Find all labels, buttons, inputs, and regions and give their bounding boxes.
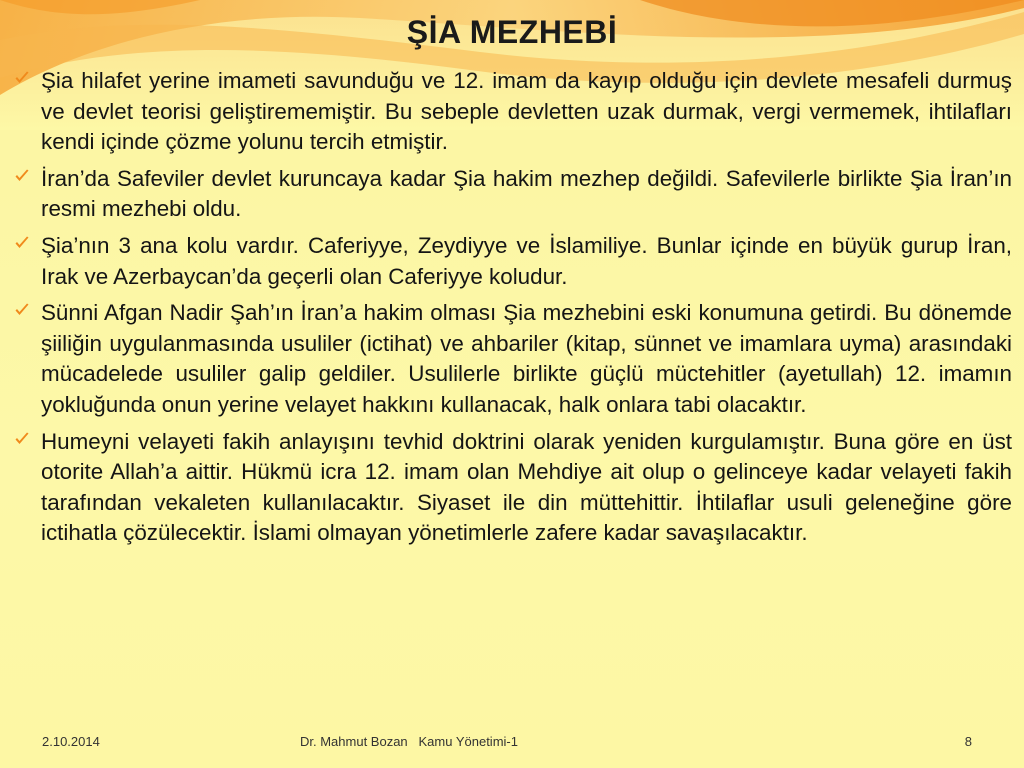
bullet-item: [14, 66, 1012, 158]
slide-title: ŞİA MEZHEBİ: [406, 14, 618, 50]
footer-page-number: 8: [964, 734, 972, 749]
check-icon: [14, 431, 30, 447]
bullet-text: Humeyni velayeti fakih anlayışını tevhid doktrini olarak yeniden kurgulamıştır. Buna göre en üst otorite Allah’a aittir. Hükmü icra 12. imam olan Mehdiye ait olup o gelinceye kadar velayeti fakih tarafından vekaleten kullanılacaktır. Siyaset ile din müttehittir. İhtilaflar usuli geleneğine göre ictihatla çözülecektir. İslami olmayan yönetimlerle zafere kadar savaşılacaktır.: [41, 428, 1012, 546]
bullet-list: [14, 66, 1012, 555]
bullet-text: Sünni Afgan Nadir Şah’ın İran’a hakim olması Şia mezhebini eski konumuna getirdi. Bu dönemde şiiliğin uygulanmasında usuliler (ictihat) ve ahbariler (kitap, sünnet ve imamlara uyma) arasındaki mücadelede usuliler galip geldiler. Usulilerle birlikte güçlü müctehitler (ayetullah) 12. imamın yokluğunda onun yerine velayet hakkını kullanacak, halk onlara tabi olacaktır.: [41, 300, 1012, 417]
footer-date: 2.10.2014: [42, 734, 100, 749]
bullet-item: [14, 298, 1012, 420]
bullet-item: [14, 427, 1012, 549]
bullet-text: Şia hilafet yerine imameti savunduğu ve 12. imam da kayıp olduğu için devlete mesafeli durmuş ve devlet teorisi geliştirememiştir. Bu sebeple devletten uzak durmak, vergi vermemek, ihtilafları kendi içinde çözme yolunu tercih etmiştir.: [41, 68, 1012, 155]
bullet-text: İran’da Safeviler devlet kuruncaya kadar Şia hakim mezhep değildi. Safevilerle birlikte Şia İran’ın resmi mezhebi oldu.: [41, 165, 1012, 222]
check-icon: [14, 235, 30, 251]
bullet-item: [14, 164, 1012, 225]
check-icon: [14, 70, 30, 86]
bullet-text: Şia’nın 3 ana kolu vardır. Caferiyye, Zeydiyye ve İslamiliye. Bunlar içinde en büyük gurup İran, Irak ve Azerbaycan’da geçerli olan Caferiyye koludur.: [41, 232, 1012, 289]
check-icon: [14, 168, 30, 184]
check-icon: [14, 302, 30, 318]
bullet-item: [14, 231, 1012, 292]
footer-author-course: Dr. Mahmut Bozan Kamu Yönetimi-1: [300, 734, 518, 749]
